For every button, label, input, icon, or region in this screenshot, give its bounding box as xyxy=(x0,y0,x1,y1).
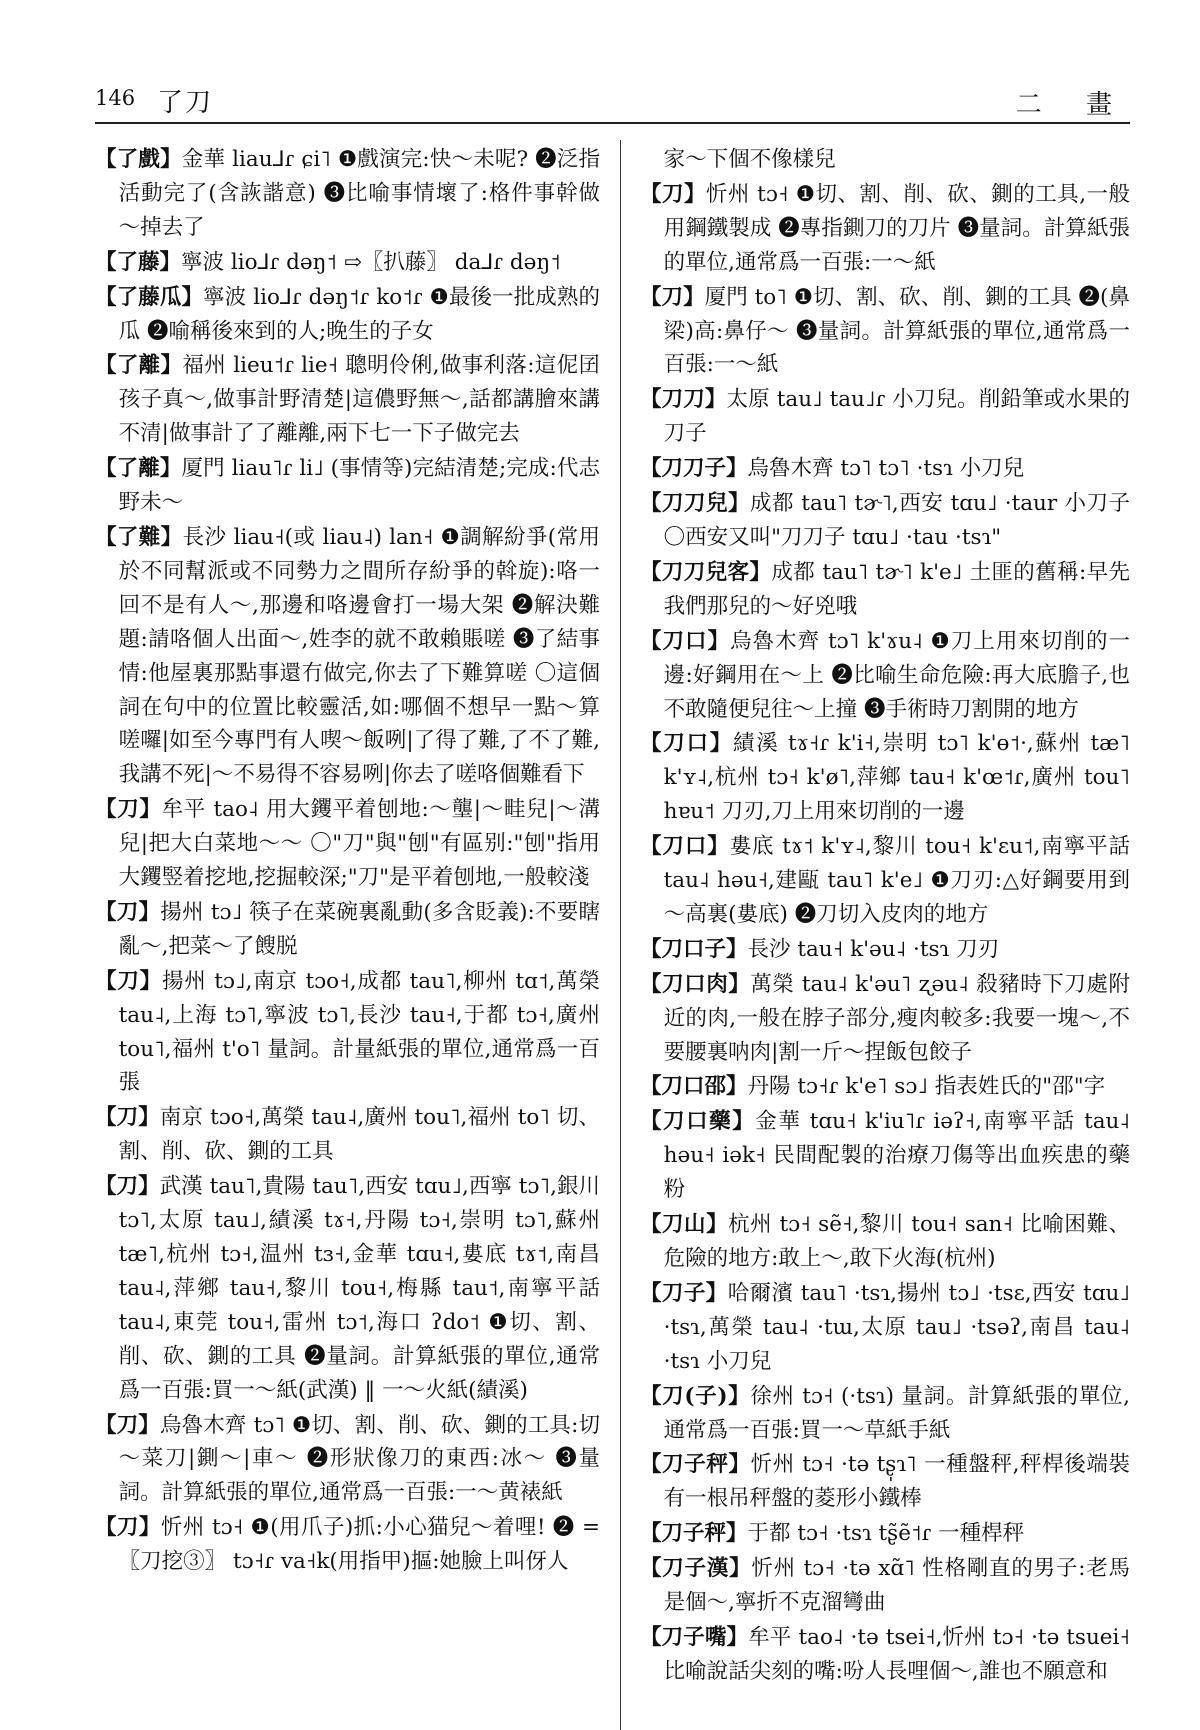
dictionary-entry xyxy=(95,793,600,895)
dictionary-entry xyxy=(95,965,600,1101)
entry-headword: 【了離】 xyxy=(95,456,182,482)
entry-headword: 【刀子秤】 xyxy=(640,1452,751,1478)
dictionary-entry xyxy=(640,625,1130,727)
stroke-section-label: 二 畫 xyxy=(1015,90,1130,120)
entry-headword: 【刀刀子】 xyxy=(640,456,748,482)
entry-definition: 忻州 tɔ˧ ·tə tʂ̩ɿ˥ 一種盤秤,秤桿後端裝有一根吊秤盤的菱形小鐵棒 xyxy=(663,1452,1130,1512)
dictionary-entry xyxy=(95,452,600,520)
dictionary-entry xyxy=(640,1621,1130,1689)
entry-definition: 成都 tau˥ tɚ˥ k'e˩ 土匪的舊稱:早先我們那兒的～好兇哦 xyxy=(663,559,1130,619)
entry-definition: 婁底 tɤ˦ k'ʏ˨,黎川 tou˧ k'ɛu˦,南寧平話 tau˨ həu˧,建甌 tau˥ k'e˩ ❶刀刃:△好鋼要用到～高裏(婁底) ❷刀切入皮肉的地方 xyxy=(663,834,1130,927)
dictionary-entry xyxy=(640,452,1130,486)
page-number: 146 xyxy=(95,86,136,110)
entry-definition: 績溪 tɤ˧ɾ k'i˧,崇明 tɔ˥ k'ɵ˦·,蘇州 tæ˥ k'ʏ˨,杭州 tɔ˧ k'ø˥,萍鄉 tau˧ k'œ˦ɾ,廣州 tou˥ hɐu˦ 刀刃,刀上用來切削的一邊 xyxy=(663,731,1130,825)
entry-definition: 牟平 tao˨ ·tə tsei˧,忻州 tɔ˧ ·tə tsuei˧ 比喻說話尖刻的嘴:吩人長哩個～,誰也不願意和 xyxy=(663,1624,1130,1684)
entry-definition: 福州 lieu˦ɾ lie˧ 聰明伶俐,做事利落:這伲囝孩子真～,做事計野清楚|這儂野無～,話都講膾來講不清|做事計了了離離,兩下七一下子做完去 xyxy=(118,353,600,447)
dictionary-entry xyxy=(95,1170,600,1407)
entry-definition: 太原 tau˩ tau˩ɾ 小刀兒。削鉛筆或水果的刀子 xyxy=(663,387,1130,447)
entry-headword: 【刀】 xyxy=(640,181,706,207)
entry-definition: 寧波 lio⅃ɾ dəŋ˦ɾ ko˦ɾ ❶最後一批成熟的瓜 ❷喻稱後來到的人;晚生的子女 xyxy=(118,284,600,344)
entry-headword: 【刀】 xyxy=(95,1174,160,1200)
entry-definition: 厦門 liau˥ɾ li˩ (事情等)完結清楚;完成:代志野未～ xyxy=(118,456,600,516)
entry-headword: 【刀子漢】 xyxy=(640,1556,752,1582)
entry-definition: 于都 tɔ˧ ·tsɿ tʂ̃ẽ˦ɾ 一種桿秤 xyxy=(747,1521,1025,1547)
dictionary-entry xyxy=(95,1511,600,1579)
page-header xyxy=(95,78,1130,124)
dictionary-entry xyxy=(640,1448,1130,1516)
entry-headword: 【刀】 xyxy=(95,968,162,994)
entry-headword: 【刀子嘴】 xyxy=(640,1624,749,1650)
entry-definition: 忻州 tɔ˧ ❶(用爪子)抓:小心猫兒～着哩! ❷ =〖刀挖③〗 tɔ˧ɾ va˧k(用指甲)摳:她臉上叫伢人 xyxy=(118,1515,600,1575)
left-column xyxy=(95,143,600,1723)
dictionary-entry xyxy=(640,830,1130,932)
entry-definition: 南京 tɔo˧,萬榮 tau˨,廣州 tou˥,福州 to˥ 切、割、削、砍、鍘的工具 xyxy=(118,1105,600,1165)
entry-headword: 【刀山】 xyxy=(640,1212,729,1238)
entry-headword: 【了難】 xyxy=(95,524,183,550)
entry-headword: 【刀刀兒客】 xyxy=(640,559,772,585)
entry-headword: 【刀】 xyxy=(95,1412,160,1438)
entry-definition: 哈爾濱 tau˥ ·tsɿ,揚州 tɔ˩ ·tsɛ,西安 tɑu˩ ·tsɿ,萬榮 tau˨ ·tɯ,太原 tau˩ ·tsəʔ,南昌 tau˨ ·tsɿ 小刀兒 xyxy=(663,1280,1130,1374)
dictionary-entry xyxy=(95,246,600,280)
dictionary-entry xyxy=(95,1101,600,1169)
dictionary-entry xyxy=(95,1409,600,1511)
entry-definition: 徐州 tɔ˧ (·tsɿ) 量詞。計算紙張的單位,通常爲一百張:買一～草紙手紙 xyxy=(663,1383,1130,1443)
entry-headword: 【刀刀】 xyxy=(640,387,727,413)
dictionary-entry xyxy=(640,1105,1130,1207)
dictionary-entry xyxy=(640,143,1130,177)
entry-definition: 忻州 tɔ˧ ❶切、割、削、砍、鍘的工具,一般用鋼鐵製成 ❷專指鍘刀的刀片 ❸量詞。計算紙張的單位,通常爲一百張:一～紙 xyxy=(663,181,1130,275)
entry-definition: 牟平 tao˨ 用大钁平着刨地:～壟|～畦兒|～溝兒|把大白菜地～～ 〇"刀"與"刨"有區别:"刨"指用大钁竪着挖地,挖掘較深;"刀"是平着刨地,一般較淺 xyxy=(118,797,600,891)
dictionary-entry xyxy=(640,1517,1130,1551)
entry-headword: 【了離】 xyxy=(95,353,183,379)
entry-headword: 【刀口邵】 xyxy=(640,1074,748,1100)
entry-headword: 【刀口子】 xyxy=(640,936,748,962)
entry-headword: 【刀】 xyxy=(640,284,705,310)
entry-definition: 長沙 tau˧ k'əu˨ ·tsɿ 刀刃 xyxy=(747,936,1000,962)
dictionary-entry xyxy=(640,487,1130,555)
dictionary-entry xyxy=(640,727,1130,829)
dictionary-entry xyxy=(640,383,1130,451)
dictionary-entry xyxy=(95,896,600,964)
entry-definition: 揚州 tɔ˩,南京 tɔo˧,成都 tau˥,柳州 tɑ˦,萬榮 tau˨,上海 tɔ˥,寧波 tɔ˥,長沙 tau˧,于都 tɔ˧,廣州 tou˥,福州 t'o˥ 量詞。計量紙張的單位,通常爲一百張 xyxy=(118,968,600,1096)
dictionary-entry xyxy=(640,281,1130,383)
entry-headword: 【刀子】 xyxy=(640,1280,728,1306)
entry-headword: 【刀(子)】 xyxy=(640,1383,751,1409)
dictionary-entry xyxy=(640,1208,1130,1276)
entry-headword: 【刀子秤】 xyxy=(640,1521,748,1547)
dictionary-entry xyxy=(640,1380,1130,1448)
entry-headword: 【刀】 xyxy=(95,1105,160,1131)
entry-definition: 萬榮 tau˨ k'əu˥ ʐəu˨ 殺豬時下刀處附近的肉,一般在脖子部分,瘦肉較多:我要一塊～,不要腰裏呐肉|割一斤～捏飯包餃子 xyxy=(663,971,1130,1065)
entry-definition: 成都 tau˥ tɚ˥,西安 tɑu˩ ·taur 小刀子 〇西安又叫"刀刀子 tɑu˩ ·tau ·tsɿ" xyxy=(663,491,1130,550)
entry-definition: 厦門 to˥ ❶切、割、砍、削、鍘的工具 ❷(鼻梁)高:鼻仔～ ❸量詞。計算紙張的單位,通常爲一百張:一～紙 xyxy=(663,284,1130,378)
dictionary-entry xyxy=(640,1070,1130,1104)
entry-definition: 長沙 liau˧(或 liau˨) lan˧ ❶調解紛爭(常用於不同幫派或不同勢力之間所存紛爭的斡旋):咯一回不是有人～,那邊和咯邊會打一場大架 ❷解決難題:請咯個人出面～,姓李的就不敢賴賬嗟 ❸了結事情:他屋裏那點事還冇做完,你去了下難算嗟 〇這個詞在句中的位置比較靈活,如:哪個不想早一點～算嗟囉|如至今專門有人喫～飯咧|了得了難,了不了難,我講不死|～不易得不容易咧|你去了嗟咯個難看下 xyxy=(118,524,600,788)
column-divider xyxy=(620,140,621,1730)
dictionary-entry xyxy=(95,521,600,792)
entry-headword: 【了藤瓜】 xyxy=(95,284,204,310)
entry-definition: 忻州 tɔ˧ ·tə xɑ̃˥ 性格剛直的男子:老馬是個～,寧折不克溜彎曲 xyxy=(663,1556,1130,1616)
entry-headword: 【刀】 xyxy=(95,1515,161,1541)
entry-headword: 【刀口藥】 xyxy=(640,1109,756,1135)
dictionary-entry xyxy=(640,968,1130,1070)
entry-headword: 【刀】 xyxy=(95,899,161,925)
running-head-word: 了刀 xyxy=(157,88,214,118)
entry-headword: 【刀口】 xyxy=(640,628,731,654)
entry-headword: 【刀刀兒】 xyxy=(640,491,750,517)
entry-definition: 金華 tɑu˧ k'iu˥ɾ iəʔ˧,南寧平話 tau˨ həu˧ iək˧ 民間配製的治療刀傷等出血疾患的藥粉 xyxy=(663,1109,1130,1203)
dictionary-entry xyxy=(640,1552,1130,1620)
entry-headword: 【刀】 xyxy=(95,797,162,823)
entry-definition: 武漢 tau˥,貴陽 tau˥,西安 tɑu˩,西寧 tɔ˥,銀川 tɔ˥,太原 tau˩,績溪 tɤ˧,丹陽 tɔ˧,崇明 tɔ˥,蘇州 tæ˥,杭州 tɔ˧,温州 tɜ˧,金華 tɑu˧,婁底 tɤ˦,南昌 tau˨,萍鄉 tau˧,黎川 tou˧,梅縣 tau˦,南寧平話 tau˨,東莞 tou˧,雷州 tɔ˦,海口 ʔdo˦ ❶切、割、削、砍、鍘的工具 ❷量詞。計算紙張的單位,通常爲一百張:買一～紙(武漢) ‖ 一～火紙(績溪) xyxy=(118,1174,600,1403)
entry-headword: 【了戲】 xyxy=(95,147,182,172)
entry-definition: 烏魯木齊 tɔ˥ ❶切、割、削、砍、鍘的工具:切～菜刀|鍘～|車～ ❷形狀像刀的東西:冰～ ❸量詞。計算紙張的單位,通常爲一百張:一～黄裱紙 xyxy=(118,1412,600,1506)
entry-definition: 丹陽 tɔ˧ɾ k'e˥ sɔ˩ 指表姓氏的"邵"字 xyxy=(747,1074,1106,1100)
entry-definition: 烏魯木齊 tɔ˥ k'ɤu˨ ❶刀上用來切削的一邊:好鋼用在～上 ❷比喻生命危險:再大底膽子,也不敢隨便兒往～上撞 ❸手術時刀割開的地方 xyxy=(663,628,1130,722)
right-column xyxy=(640,143,1130,1723)
dictionary-entry xyxy=(640,1277,1130,1379)
entry-headword: 【了藤】 xyxy=(95,249,182,275)
dictionary-entry xyxy=(95,349,600,451)
dictionary-entry xyxy=(640,933,1130,967)
dictionary-entry xyxy=(640,556,1130,624)
dictionary-entry xyxy=(95,281,600,349)
dictionary-entry xyxy=(640,178,1130,280)
entry-definition: 烏魯木齊 tɔ˥ tɔ˥ ·tsɿ 小刀兒 xyxy=(747,456,1025,482)
entry-definition: 寧波 lio⅃ɾ dəŋ˦ ⇨〖扒藤〗 da⅃ɾ dəŋ˦ xyxy=(181,249,561,275)
dictionary-entry xyxy=(95,143,600,245)
entry-headword: 【刀口】 xyxy=(640,731,733,757)
entry-definition: 金華 liau⅃ɾ ɕi˥ ❶戲演完:快～未呢? ❷泛指活動完了(含詼諧意) ❸比喻事情壞了:格件事幹做～掉去了 xyxy=(118,147,600,240)
entry-headword: 【刀口】 xyxy=(640,834,730,860)
entry-definition: 揚州 tɔ˩ 筷子在菜碗裏亂動(多含貶義):不要瞎亂～,把菜～了餿脱 xyxy=(118,899,600,959)
entry-definition: 杭州 tɔ˧ sẽ˧,黎川 tou˧ san˧ 比喻困難、危險的地方:敢上～,敢下火海(杭州) xyxy=(663,1212,1130,1271)
entry-definition: 家～下個不像樣兒 xyxy=(663,147,836,172)
entry-headword: 【刀口肉】 xyxy=(640,971,751,997)
